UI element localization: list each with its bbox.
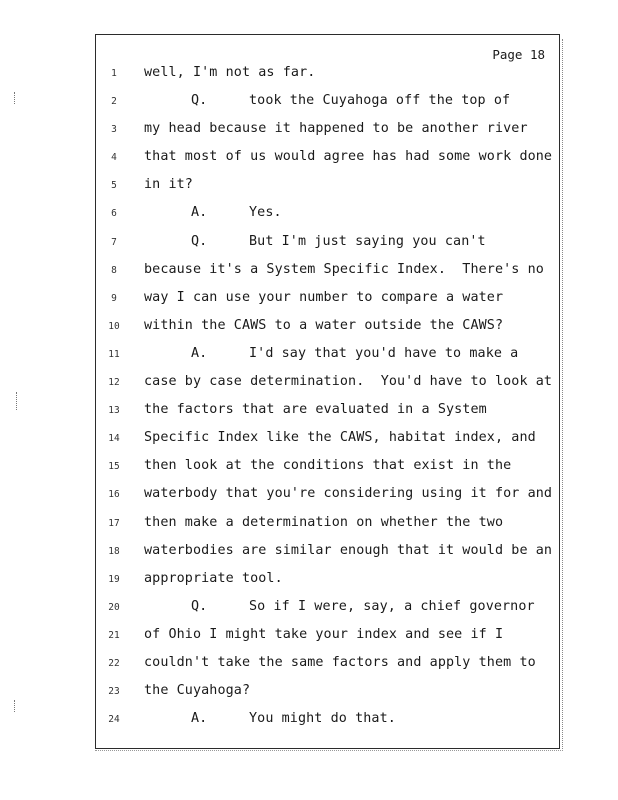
transcript-line [96, 93, 559, 121]
line-text [144, 430, 536, 445]
testimony-text: Yes. [249, 205, 282, 221]
line-text [144, 121, 528, 136]
line-text [191, 346, 518, 361]
line-text [144, 65, 315, 80]
transcript-line [96, 177, 559, 205]
testimony-text: that most of us would agree has had some work done [144, 149, 553, 165]
line-text [144, 177, 193, 192]
transcript-page [95, 34, 560, 749]
speaker-label: A. [191, 205, 208, 221]
testimony-text: well, I'm not as far. [144, 65, 316, 80]
testimony-text: took the Cuyahoga off the top of [249, 93, 511, 109]
speaker-label: A. [191, 345, 208, 361]
line-number: 8 [111, 264, 117, 276]
line-number: 16 [108, 489, 120, 501]
line-text [144, 290, 503, 305]
testimony-text: my head because it happened to be another river [144, 121, 528, 137]
line-text [144, 149, 552, 164]
transcript-line [96, 515, 559, 543]
line-number: 4 [111, 152, 117, 164]
line-text [144, 262, 544, 277]
line-text [144, 655, 536, 670]
transcript-line [96, 683, 559, 711]
line-number: 15 [108, 461, 120, 473]
transcript-line [96, 627, 559, 655]
testimony-text: way I can use your number to compare a water [144, 289, 504, 305]
transcript-line [96, 402, 559, 430]
line-text [144, 402, 487, 417]
transcript-line [96, 458, 559, 486]
line-number: 11 [108, 348, 120, 360]
transcript-line [96, 711, 559, 739]
transcript-line [96, 262, 559, 290]
speaker-label: A. [191, 711, 208, 727]
line-number: 7 [111, 236, 117, 248]
line-number: 2 [111, 96, 117, 108]
bottom-rule [95, 750, 563, 751]
line-number: 3 [111, 124, 117, 136]
line-text [191, 234, 486, 249]
transcript-line [96, 374, 559, 402]
testimony-text: the Cuyahoga? [144, 683, 251, 699]
speaker-label: Q. [191, 93, 208, 109]
line-number: 1 [111, 68, 117, 79]
line-number: 6 [111, 208, 117, 220]
transcript-lines [96, 65, 559, 739]
line-number: 17 [108, 517, 120, 529]
transcript-line [96, 205, 559, 233]
transcript-line [96, 571, 559, 599]
transcript-line [96, 430, 559, 458]
transcript-line [96, 543, 559, 571]
transcript-line [96, 290, 559, 318]
testimony-text: in it? [144, 177, 193, 193]
line-text [191, 205, 282, 220]
page-number: Page 18 [492, 47, 545, 62]
line-text [144, 486, 552, 501]
testimony-text: because it's a System Specific Index. There's no [144, 261, 544, 277]
line-number: 9 [111, 292, 117, 304]
line-number: 5 [111, 180, 117, 192]
transcript-line [96, 599, 559, 627]
line-number: 14 [108, 433, 120, 445]
testimony-text: Specific Index like the CAWS, habitat index, and [144, 430, 536, 446]
testimony-text: then look at the conditions that exist in the [144, 458, 512, 474]
testimony-text: within the CAWS to a water outside the CAWS? [144, 317, 504, 333]
line-text [144, 627, 503, 642]
transcript-line [96, 234, 559, 262]
line-number: 13 [108, 405, 120, 417]
testimony-text: case by case determination. You'd have to look at [144, 374, 553, 390]
margin-mark [16, 392, 20, 410]
line-number: 10 [108, 320, 120, 332]
transcript-line [96, 149, 559, 177]
transcript-line [96, 486, 559, 514]
transcript-line [96, 318, 559, 346]
line-text [144, 458, 511, 473]
line-text [144, 515, 503, 530]
testimony-text: then make a determination on whether the two [144, 514, 504, 530]
transcript-line [96, 346, 559, 374]
line-number: 20 [108, 601, 120, 613]
speaker-label: Q. [191, 598, 208, 614]
testimony-text: the factors that are evaluated in a System [144, 402, 487, 418]
testimony-text: waterbodies are similar enough that it would be an [144, 542, 553, 558]
line-text [144, 571, 283, 586]
transcript-line [96, 65, 559, 93]
line-number: 23 [108, 686, 120, 698]
line-text [191, 711, 396, 726]
margin-mark [14, 700, 18, 712]
line-text [191, 93, 510, 108]
line-number: 22 [108, 657, 120, 669]
line-number: 24 [108, 714, 120, 726]
line-number: 19 [108, 573, 120, 585]
testimony-text: But I'm just saying you can't [249, 233, 486, 249]
line-number: 21 [108, 629, 120, 641]
testimony-text: couldn't take the same factors and apply them to [144, 654, 536, 670]
transcript-line [96, 121, 559, 149]
speaker-label: Q. [191, 233, 208, 249]
margin-mark [14, 92, 18, 104]
testimony-text: waterbody that you're considering using it for and [144, 486, 553, 502]
testimony-text: appropriate tool. [144, 570, 283, 586]
line-text [191, 599, 535, 614]
line-text [144, 374, 552, 389]
line-text [144, 318, 503, 333]
line-number: 18 [108, 545, 120, 557]
testimony-text: of Ohio I might take your index and see if I [144, 626, 504, 642]
line-text [144, 543, 552, 558]
testimony-text: So if I were, say, a chief governor [249, 598, 535, 614]
testimony-text: I'd say that you'd have to make a [249, 345, 519, 361]
transcript-line [96, 655, 559, 683]
line-number: 12 [108, 377, 120, 389]
testimony-text: You might do that. [249, 711, 396, 727]
line-text [144, 683, 250, 698]
